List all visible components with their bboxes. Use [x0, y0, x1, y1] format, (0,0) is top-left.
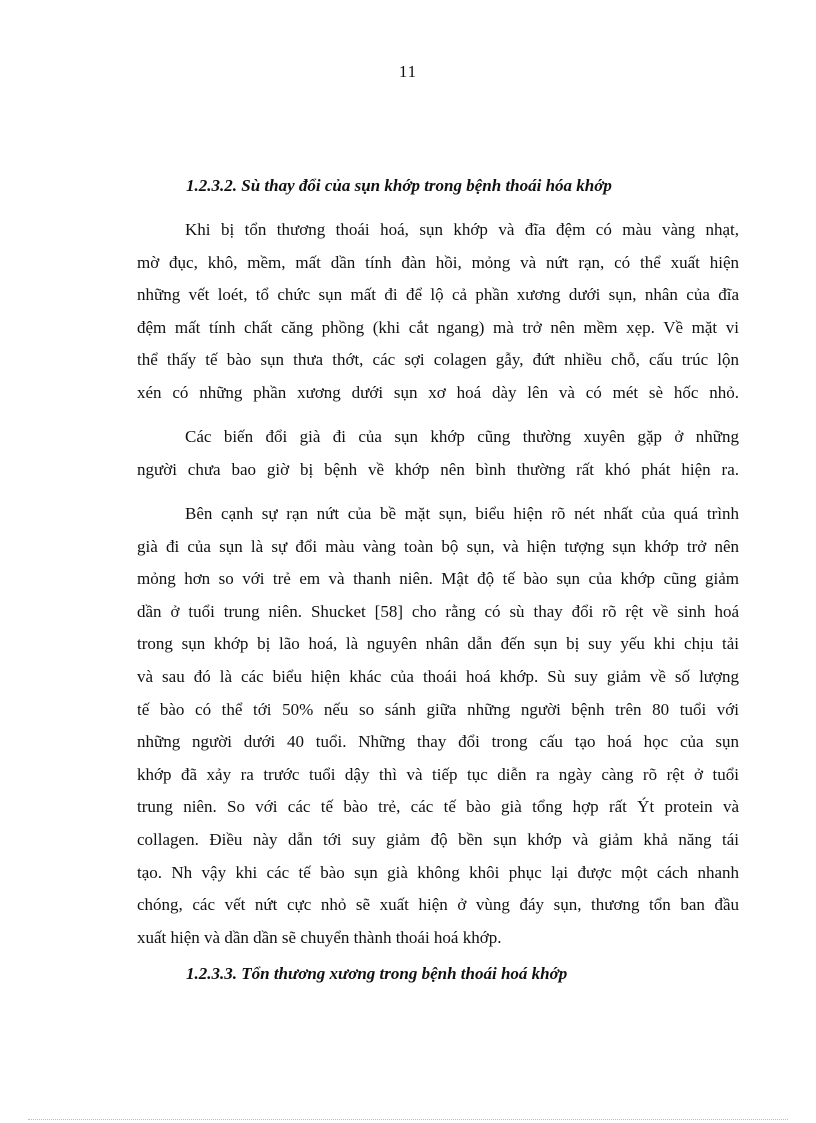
paragraph-line: tế bào có thể tới 50% nếu so sánh giữa những người bệnh trên 80 tuổi với	[137, 699, 739, 719]
paragraph-line: Khi bị tổn thương thoái hoá, sụn khớp và đĩa đệm có màu vàng nhạt,	[185, 220, 739, 239]
paragraph-line: Bên cạnh sự rạn nứt của bề mặt sụn, biểu hiện rõ nét nhất của quá trình	[185, 504, 739, 523]
paragraph-line: trung niên. So với các tế bào trẻ, các tế bào già tổng hợp rất Ýt protein và	[137, 797, 739, 817]
paragraph-line: dần ở tuổi trung niên. Shucket [58] cho rằng có sù thay đổi rõ rệt về sinh hoá	[137, 601, 739, 621]
paragraph-line: những người dưới 40 tuổi. Những thay đổi trong cấu tạo hoá học của sụn	[137, 732, 739, 752]
paragraph-line: thể thấy tế bào sụn thưa thớt, các sợi colagen gẫy, đứt nhiều chỗ, cấu trúc lộn	[137, 350, 739, 370]
paragraph-line: trong sụn khớp bị lão hoá, là nguyên nhân dẫn đến sụn bị suy yếu khi chịu tải	[137, 634, 739, 654]
paragraph-line: collagen. Điều này dẫn tới suy giảm độ bền sụn khớp và giảm khả năng tái	[137, 829, 739, 849]
paragraph-line: những vết loét, tổ chức sụn mất đi để lộ cả phần xương dưới sụn, nhân của đĩa	[137, 285, 739, 305]
paragraph-aging-process	[137, 498, 739, 954]
paragraph-line: đệm mất tính chất căng phồng (khi cắt ngang) mà trở nên mềm xẹp. Về mặt vi	[137, 317, 739, 337]
section-heading-1-2-3-3: 1.2.3.3. Tổn thương xương trong bệnh thoái hoá khớp	[186, 964, 568, 983]
paragraph-line: mờ đục, khô, mềm, mất dần tính đàn hồi, mỏng và nứt rạn, có thể xuất hiện	[137, 252, 739, 272]
paragraph-line: già đi của sụn là sự đổi màu vàng toàn bộ sụn, và hiện tượng sụn khớp trở nên	[137, 536, 739, 556]
paragraph-aging-changes	[137, 421, 739, 486]
paragraph-line: mỏng hơn so với trẻ em và thanh niên. Mật độ tế bào sụn của khớp cũng giảm	[137, 569, 739, 589]
page-number: 11	[398, 62, 418, 81]
paragraph-line: chóng, các vết nứt cực nhỏ sẽ xuất hiện ở vùng đáy sụn, thương tổn ban đầu	[137, 895, 739, 915]
paragraph-line: xuất hiện và dần dần sẽ chuyển thành thoái hoá khớp.	[137, 927, 502, 947]
section-heading-1-2-3-2: 1.2.3.2. Sù thay đổi của sụn khớp trong bệnh thoái hóa khớp	[186, 176, 612, 195]
paragraph-line: và sau đó là các biểu hiện khác của thoái hoá khớp. Sù suy giảm về số lượng	[137, 666, 739, 686]
paragraph-line: tạo. Nh vậy khi các tế bào sụn già không khôi phục lại được một cách nhanh	[137, 862, 739, 882]
paragraph-line: Các biến đổi già đi của sụn khớp cũng thường xuyên gặp ở những	[185, 427, 739, 446]
paragraph-line: khớp đã xảy ra trước tuổi dậy thì và tiếp tục diễn ra ngày càng rõ rệt ở tuổi	[137, 764, 739, 784]
paragraph-line: xén có những phần xương dưới sụn xơ hoá dày lên và có mét sè hốc nhỏ.	[137, 382, 739, 402]
page-bottom-divider	[28, 1119, 788, 1120]
paragraph-line: người chưa bao giờ bị bệnh về khớp nên bình thường rất khó phát hiện ra.	[137, 459, 739, 479]
paragraph-cartilage-changes	[137, 214, 739, 410]
